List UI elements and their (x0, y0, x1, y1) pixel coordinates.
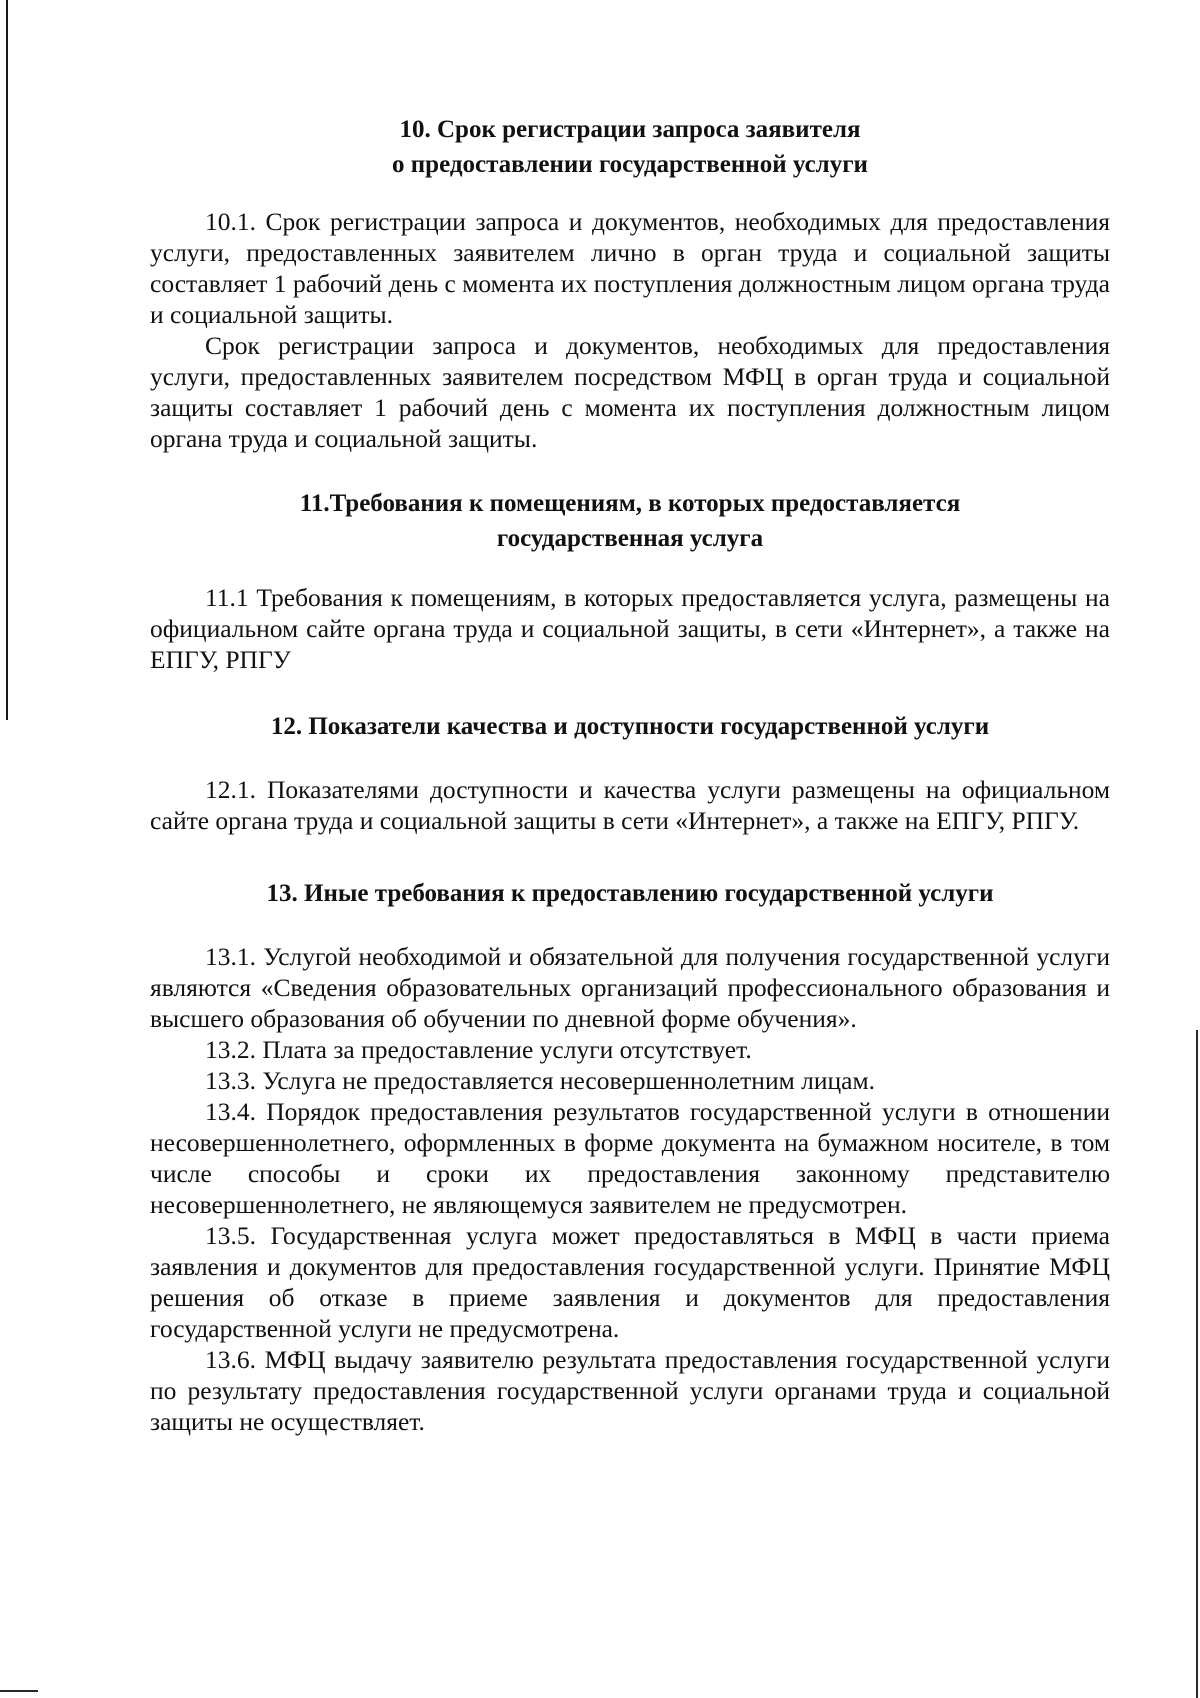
paragraph-10-1-b: Срок регистрации запроса и документов, необходимых для предоставления услуги, предоставленных заявителем посредством МФЦ в орган труда и социальной защиты составляет 1 рабочий день с момента их поступления должностным лицом органа труда и социальной защиты. (150, 331, 1110, 453)
section-10-heading (150, 112, 1110, 182)
paragraph-11-1: 11.1 Требования к помещениям, в которых предоставляется услуга, размещены на официальном сайте органа труда и социальной защиты, в сети «Интернет», а также на ЕПГУ, РПГУ (150, 583, 1110, 674)
paragraph-13-5: 13.5. Государственная услуга может предоставляться в МФЦ в части приема заявления и документов для предоставления государственной услуги. Принятие МФЦ решения об отказе в приеме заявления и документов для предоставления государственной услуги не предусмотрена. (150, 1221, 1110, 1343)
paragraph-13-1: 13.1. Услугой необходимой и обязательной для получения государственной услуги являются «Сведения образовательных организаций профессионального образования и высшего образования об обучении по дневной форме обучения». (150, 942, 1110, 1033)
section-12 (150, 709, 1110, 836)
heading-line: 12. Показатели качества и доступности государственной услуги (270, 713, 990, 740)
section-11-heading (150, 486, 1110, 556)
heading-line: 13. Иные требования к предоставлению государственной услуги (266, 880, 994, 907)
scan-edge-right (1196, 1030, 1198, 1698)
paragraph-13-6: 13.6. МФЦ выдачу заявителю результата предоставления государственной услуги по результату предоставления государственной услуги органами труда и социальной защиты не осуществляет. (150, 1345, 1110, 1436)
paragraph-13-2: 13.2. Плата за предоставление услуги отсутствует. (205, 1035, 752, 1064)
paragraph-12-1: 12.1. Показателями доступности и качества услуги размещены на официальном сайте органа труда и социальной защиты в сети «Интернет», а также на ЕПГУ, РПГУ. (150, 775, 1110, 835)
section-13 (150, 876, 1110, 1437)
document-page (150, 112, 1110, 1437)
paragraph-13-3: 13.3. Услуга не предоставляется несовершеннолетним лицам. (205, 1066, 875, 1095)
paragraph-10-1: 10.1. Срок регистрации запроса и документов, необходимых для предоставления услуги, предоставленных заявителем лично в орган труда и социальной защиты составляет 1 рабочий день с момента их поступления должностным лицом органа труда и социальной защиты. (150, 207, 1110, 329)
heading-line: государственная услуга (496, 525, 764, 552)
section-11 (150, 486, 1110, 675)
heading-line: 11.Требования к помещениям, в которых предоставляется (299, 490, 961, 517)
section-13-heading (150, 876, 1110, 911)
scan-edge-bottom (0, 1690, 38, 1692)
section-12-heading (150, 709, 1110, 744)
heading-line: о предоставлении государственной услуги (392, 151, 868, 178)
section-10 (150, 112, 1110, 454)
paragraph-13-4: 13.4. Порядок предоставления результатов государственной услуги в отношении несовершеннолетнего, оформленных в форме документа на бумажном носителе, в том числе способы и сроки их предоставления законному представителю несовершеннолетнего, не являющемуся заявителем не предусмотрен. (150, 1097, 1110, 1219)
heading-line: 10. Срок регистрации запроса заявителя (399, 116, 861, 143)
scan-edge-left (6, 0, 8, 720)
